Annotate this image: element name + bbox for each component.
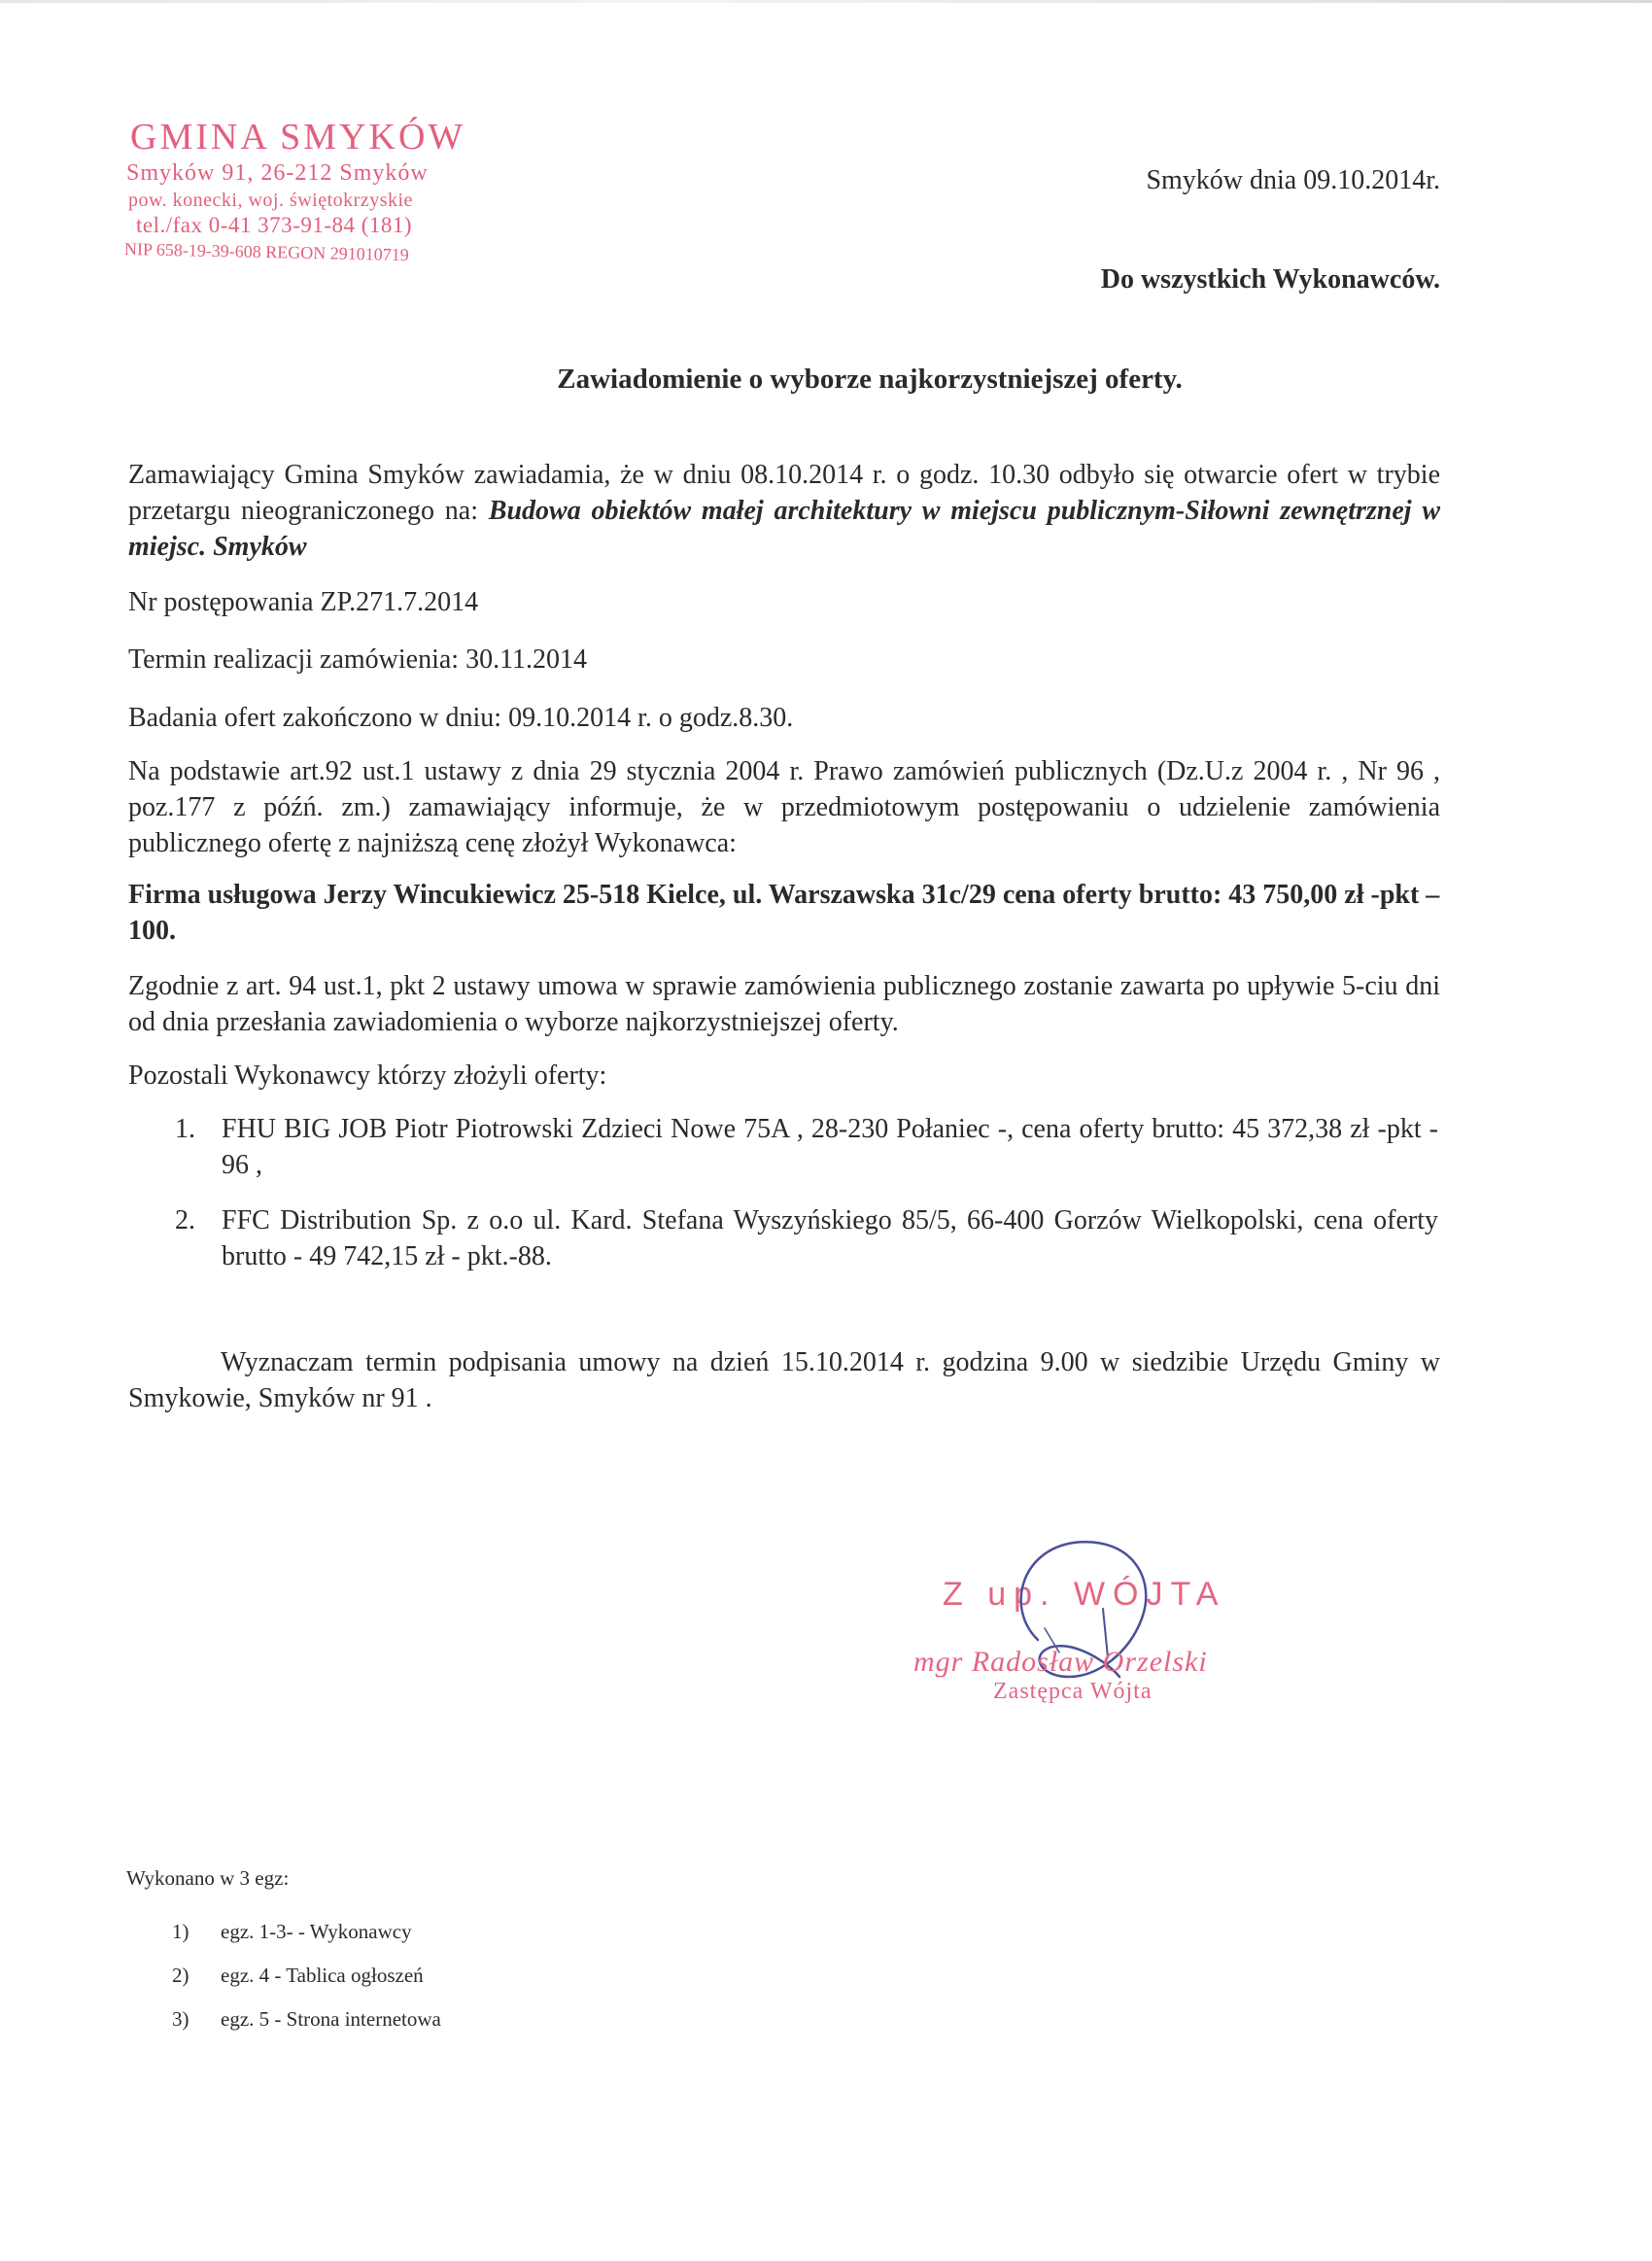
scan-edge	[0, 0, 1652, 3]
stamp-title: GMINA SMYKÓW	[130, 117, 466, 157]
signatory-role: Zastępca Wójta	[993, 1679, 1153, 1704]
evaluation-date: Badania ofert zakończono w dniu: 09.10.2014 r. o godz.8.30.	[128, 703, 794, 733]
list-item	[175, 1111, 1438, 1183]
stamp-ids: NIP 658-19-39-608 REGON 291010719	[123, 239, 409, 265]
signature-block	[913, 1531, 1283, 1725]
winning-offer: Firma usługowa Jerzy Wincukiewicz 25-518 Kielce, ul. Warszawska 31c/29 cena oferty brutto: 43 750,00 zł -pkt – 100.	[128, 880, 1440, 946]
date-line: Smyków dnia 09.10.2014r.	[1146, 165, 1440, 195]
stamp-address: Smyków 91, 26-212 Smyków	[126, 160, 429, 186]
procedure-number: Nr postępowania ZP.271.7.2014	[128, 587, 479, 617]
signatory-name: mgr Radosław Orzelski	[913, 1646, 1208, 1678]
list-item-number: 1.	[175, 1114, 195, 1144]
document-title: Zawiadomienie o wyborze najkorzystniejszej oferty.	[557, 364, 1183, 395]
copies-list	[172, 1910, 441, 2041]
list-item-text: egz. 4 - Tablica ogłoszeń	[221, 1964, 424, 1987]
copies-heading: Wykonano w 3 egz:	[126, 1866, 290, 1890]
list-item	[175, 1202, 1438, 1274]
intro-paragraph	[128, 457, 1440, 565]
list-item-text: egz. 1-3- - Wykonawcy	[221, 1920, 412, 1943]
legal-basis-paragraph: Na podstawie art.92 ust.1 ustawy z dnia 29 stycznia 2004 r. Prawo zamówień publicznych (Dz.U.z 2004 r. , Nr 96 , poz.177 z późń. zm.) zamawiający informuje, że w przedmiotowym postępowaniu o udzielenie zamówienia publicznego ofertę z najniższą cenę złożył Wykonawca:	[128, 756, 1440, 858]
list-item-number: 2.	[175, 1205, 195, 1235]
recipient: Do wszystkich Wykonawców.	[1100, 264, 1440, 295]
list-item-number: 2)	[172, 1964, 189, 1987]
intro-text: Zamawiający Gmina Smyków zawiadamia, że w dniu 08.10.2014 r. o godz. 10.30 odbyło się otwarcie ofert w trybie przetargu nieograniczonego na:	[128, 460, 1440, 526]
list-item-number: 3)	[172, 2007, 189, 2031]
list-item	[172, 1954, 441, 1998]
tender-subject: Budowa obiektów małej architektury w miejscu publicznym-Siłowni zewnętrznej w miejsc. Smyków	[128, 496, 1441, 562]
list-item-number: 1)	[172, 1920, 189, 1943]
stamp-phone: tel./fax 0-41 373-91-84 (181)	[136, 213, 413, 237]
list-item-text: FFC Distribution Sp. z o.o ul. Kard. Stefana Wyszyńskiego 85/5, 66-400 Gorzów Wielkopolski, cena oferty brutto - 49 742,15 zł - pkt.-88.	[222, 1205, 1438, 1271]
stamp-region: pow. konecki, woj. świętokrzyskie	[128, 190, 413, 211]
contract-terms-paragraph: Zgodnie z art. 94 ust.1, pkt 2 ustawy umowa w sprawie zamówienia publicznego zostanie zawarta po upływie 5-ciu dni od dnia przesłania zawiadomienia o wyborze najkorzystniejszej oferty.	[128, 971, 1440, 1037]
other-offers-list	[175, 1111, 1438, 1294]
list-item-text: egz. 5 - Strona internetowa	[221, 2007, 441, 2031]
other-offers-heading: Pozostali Wykonawcy którzy złożyli oferty:	[128, 1061, 607, 1091]
completion-deadline: Termin realizacji zamówienia: 30.11.2014	[128, 644, 588, 675]
list-item	[172, 1910, 441, 1954]
signing-date-paragraph: Wyznaczam termin podpisania umowy na dzień 15.10.2014 r. godzina 9.00 w siedzibie Urzędu Gminy w Smykowie, Smyków nr 91 .	[128, 1347, 1440, 1413]
office-stamp	[123, 117, 466, 265]
list-item	[172, 1998, 441, 2041]
list-item-text: FHU BIG JOB Piotr Piotrowski Zdzieci Nowe 75A , 28-230 Połaniec -, cena oferty brutto: 45 372,38 zł -pkt - 96 ,	[222, 1114, 1438, 1180]
signature-stamp-top: Z up. WÓJTA	[943, 1576, 1226, 1613]
